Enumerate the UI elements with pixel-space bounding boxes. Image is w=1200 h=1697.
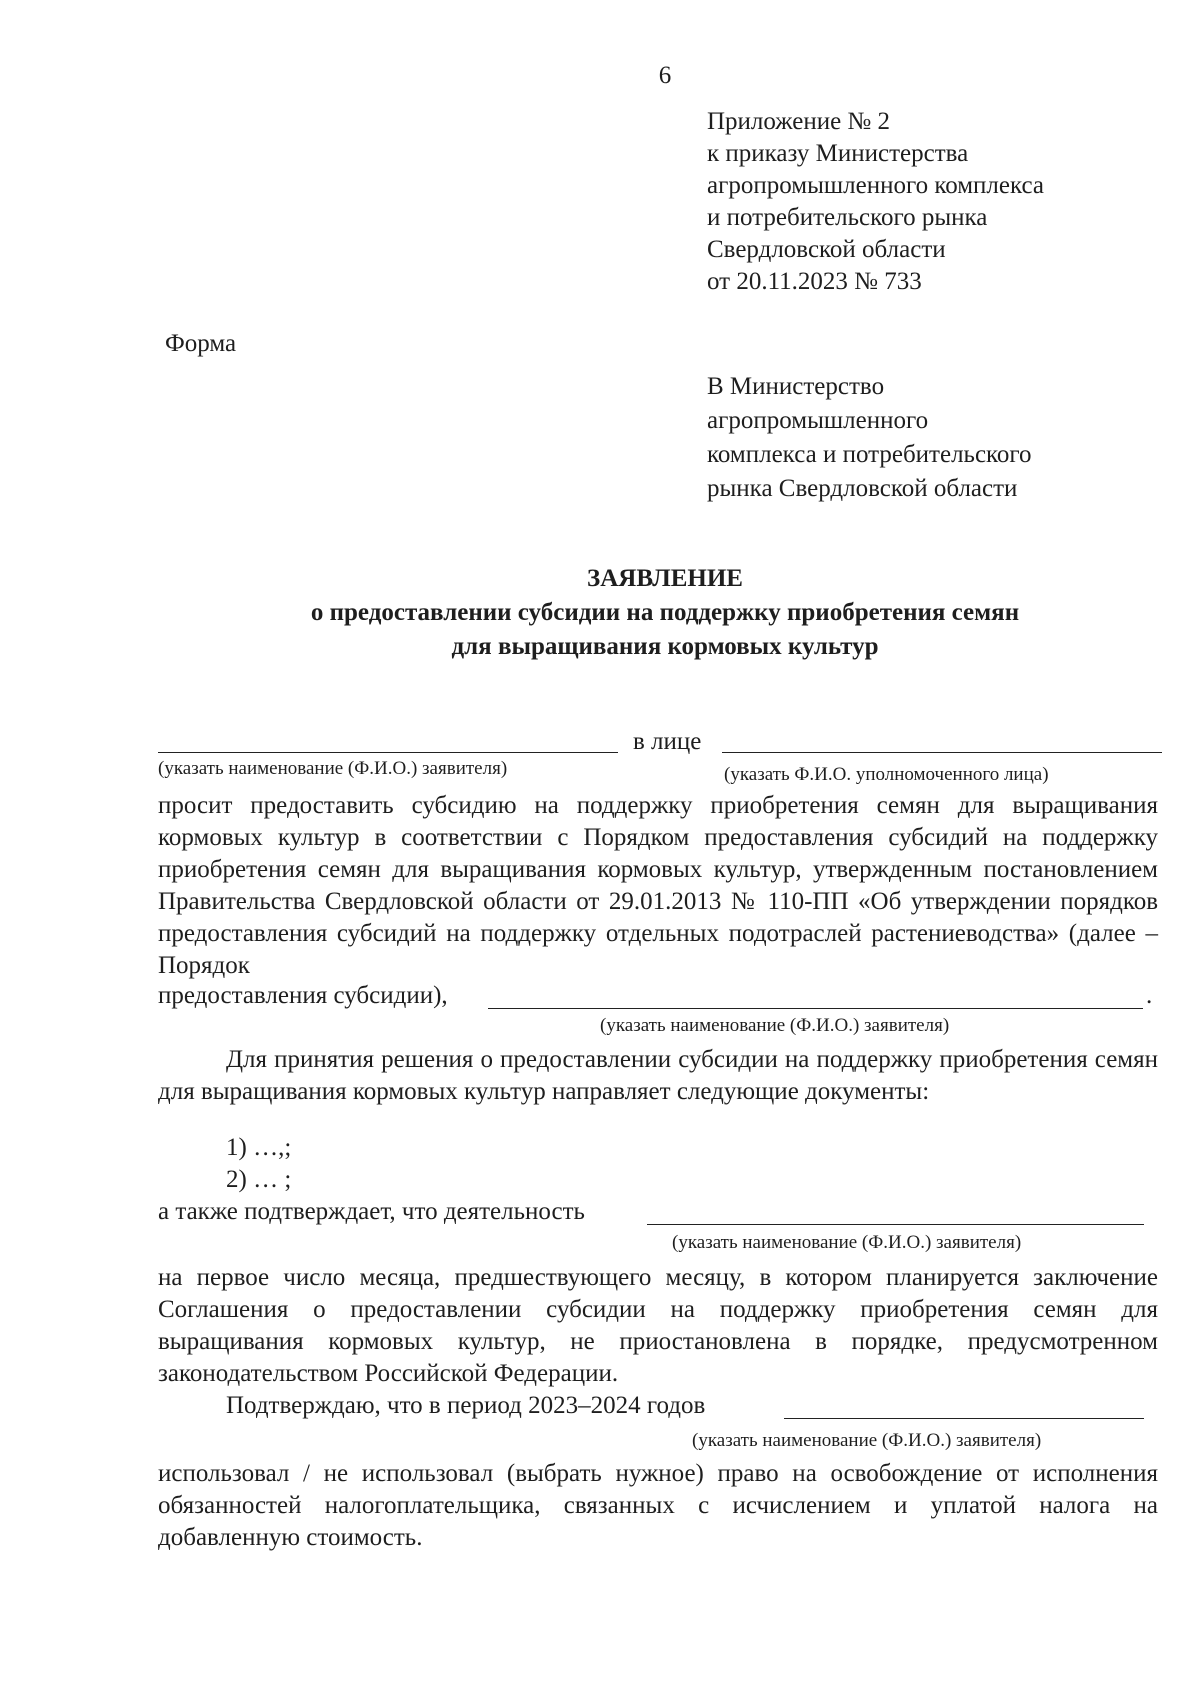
appendix-header — [707, 106, 1044, 298]
applicant-name-field-2[interactable] — [488, 1008, 1143, 1009]
appendix-line: к приказу Министерства — [707, 140, 969, 167]
confirm-period-label: Подтверждаю, что в период 2023–2024 годов — [226, 1392, 706, 1419]
applicant-name-field-3[interactable] — [647, 1224, 1144, 1225]
document-title — [170, 562, 1160, 664]
applicant-name-field[interactable] — [158, 752, 618, 753]
authorized-person-field[interactable] — [722, 752, 1162, 753]
paragraph-activity: на первое число месяца, предшествующего месяцу, в котором планируется заключение Соглашения о предоставлении субсидии на поддержку приобретения семян для выращивания кормовых культур, не приостановлена в порядке, предусмотренном законодательством Российской Федерации. — [158, 1264, 1158, 1387]
document-item: 2) … ; — [226, 1166, 292, 1193]
paragraph-request: просит предоставить субсидию на поддержку приобретения семян для выращивания кормовых культур в соответствии с Порядком предоставления субсидий на поддержку приобретения семян для выращивания кормовых культур, утвержденным постановлением Правительства Свердловской области от 29.01.2013 № 110-ПП «Об утверждении порядков предоставления субсидий на поддержку отдельных подотраслей растениеводства» (далее – Порядок — [158, 792, 1158, 979]
page-number: 6 — [658, 62, 672, 89]
hint-authorized: (указать Ф.И.О. уполномоченного лица) — [724, 764, 1049, 785]
addressee-line: рынка Свердловской области — [707, 475, 1018, 502]
in-person-label: в лице — [633, 728, 702, 755]
paragraph-documents: Для принятия решения о предоставлении субсидии на поддержку приобретения семян для выращивания кормовых культур направляет следующие документы: — [158, 1046, 1158, 1105]
confirm-activity-label: а также подтверждает, что деятельность — [158, 1198, 585, 1225]
addressee-block — [707, 370, 1032, 506]
title-line-1: о предоставлении субсидии на поддержку приобретения семян — [310, 599, 1020, 626]
title-heading: ЗАЯВЛЕНИЕ — [587, 565, 743, 592]
paragraph-request-end: . — [1146, 982, 1153, 1009]
hint-applicant-3: (указать наименование (Ф.И.О.) заявителя) — [672, 1232, 1022, 1253]
addressee-line: агропромышленного — [707, 407, 929, 434]
document-item: 1) …,; — [226, 1134, 292, 1161]
hint-applicant-2: (указать наименование (Ф.И.О.) заявителя) — [600, 1015, 950, 1036]
hint-applicant-4: (указать наименование (Ф.И.О.) заявителя) — [692, 1430, 1042, 1451]
paragraph-request-last: предоставления субсидии), — [158, 982, 448, 1009]
addressee-line: В Министерство — [707, 373, 885, 400]
appendix-line: от 20.11.2023 № 733 — [707, 268, 922, 295]
title-line-2: для выращивания кормовых культур — [451, 633, 879, 660]
form-label: Форма — [165, 330, 237, 357]
appendix-line: и потребительского рынка — [707, 204, 988, 231]
hint-applicant: (указать наименование (Ф.И.О.) заявителя) — [158, 758, 508, 779]
applicant-name-field-4[interactable] — [784, 1418, 1144, 1419]
appendix-line: Приложение № 2 — [707, 108, 891, 135]
addressee-line: комплекса и потребительского — [707, 441, 1032, 468]
paragraph-vat: использовал / не использовал (выбрать нужное) право на освобождение от исполнения обязанностей налогоплательщика, связанных с исчислением и уплатой налога на добавленную стоимость. — [158, 1460, 1158, 1551]
appendix-line: агропромышленного комплекса — [707, 172, 1045, 199]
appendix-line: Свердловской области — [707, 236, 946, 263]
